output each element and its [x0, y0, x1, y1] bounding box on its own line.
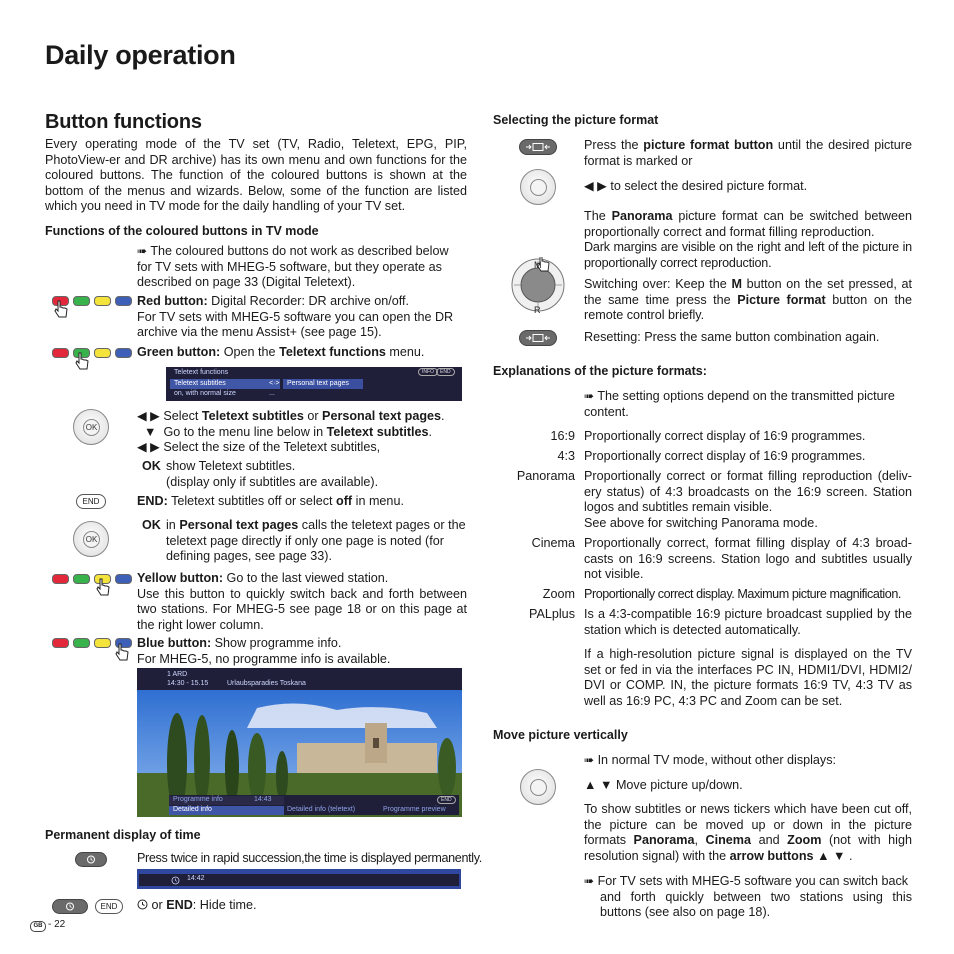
- time-value: 14:42: [187, 875, 205, 882]
- resetting-text: Resetting: Press the same button combination again.: [584, 330, 880, 344]
- channel-name: 1 ARD: [167, 671, 188, 678]
- panorama-text: The Panorama picture format can be switched between proportionally correct and format filling reproduction. Dark margins are visible on the right and left of the picture in proportionally correct reproduction.: [584, 209, 912, 270]
- note-arrow-icon: ➠: [137, 244, 148, 258]
- ok-label: OK: [142, 459, 161, 473]
- format-desc-cinema: Proportionally correct, format filling display of 4:3 broad-casts on 16:9 screens. Station logo and subtitles usually not visible.: [584, 536, 912, 581]
- note-arrow-icon: ➠: [584, 753, 595, 767]
- ok-label-2: OK: [142, 518, 161, 532]
- format-desc-zoom: Proportionally correct display. Maximum picture magnification.: [584, 587, 901, 601]
- left-right-arrows-icon: ◀ ▶: [137, 440, 160, 454]
- detailed-info-item[interactable]: Detailed info: [173, 806, 212, 813]
- clock-button[interactable]: [52, 899, 88, 914]
- hand-pointer-icon: [54, 300, 68, 318]
- page-title: Daily operation: [45, 40, 236, 70]
- ok-wheel-icon[interactable]: OK: [73, 409, 109, 445]
- format-name-16-9: 16:9: [550, 429, 575, 443]
- time-display-bar: [137, 869, 461, 889]
- r-button-label: R: [534, 305, 541, 315]
- ok-show-subtitles: show Teletext subtitles. (display only if subtitles are available).: [166, 459, 379, 489]
- move-note: ➠ In normal TV mode, without other displays:: [584, 753, 837, 767]
- hand-pointer-icon: [75, 352, 89, 370]
- colour-buttons-blue-highlight: [52, 638, 132, 652]
- picture-format-button[interactable]: [519, 139, 557, 155]
- section-title: Button functions: [45, 111, 202, 133]
- clock-button[interactable]: [75, 852, 107, 867]
- yellow-button-text: Yellow button: Go to the last viewed station. Use this button to quickly switch back and forth between two stations. For MHEG-5 see page 18 or on this page at the right lower column.: [137, 571, 467, 632]
- hide-time-text: or END: Hide time.: [137, 898, 257, 914]
- switching-over-text: Switching over: Keep the M button on the set pressed, at the same time press the Picture format button on the remote control briefly.: [584, 277, 912, 322]
- colour-buttons-green-highlight: [52, 348, 132, 362]
- page-number: - 22: [48, 919, 66, 930]
- programme-preview-item[interactable]: Programme preview: [383, 806, 446, 813]
- up-down-arrows-icon: ▲ ▼: [584, 778, 613, 792]
- ok-wheel-icon[interactable]: OK: [73, 521, 109, 557]
- set-control-wheel[interactable]: [510, 257, 566, 317]
- end-badge: END: [436, 368, 455, 376]
- end-button[interactable]: END: [95, 899, 123, 914]
- note-arrow-icon: ➠: [584, 874, 595, 888]
- ok-wheel-icon[interactable]: [520, 769, 556, 805]
- menu-item-teletext-subtitles[interactable]: Teletext subtitles: [174, 380, 226, 387]
- format-desc-16-9: Proportionally correct display of 16:9 programmes.: [584, 429, 866, 443]
- ok-wheel-icon[interactable]: [520, 169, 556, 205]
- mheg-switch-note: ➠ For TV sets with MHEG-5 software you can switch back and forth quickly between two stations using this buttons (see also on page 18).: [584, 874, 912, 919]
- left-right-arrows-icon: ◀ ▶: [584, 179, 607, 193]
- colour-buttons-yellow-highlight: [52, 574, 132, 588]
- format-name-palplus: PALplus: [529, 607, 575, 621]
- format-desc-palplus: Is a 4:3-compatible 16:9 picture broadcast supplied by the station which is detected automatically.: [584, 607, 912, 637]
- left-right-arrows-icon: ◀ ▶: [137, 409, 160, 423]
- move-picture-heading: Move picture vertically: [493, 728, 628, 742]
- high-resolution-text: If a high-resolution picture signal is displayed on the TV set or fed in via the interfaces PC IN, HDMI1/DVI, HDMI2/ DVI or COMP. IN, the picture formats 16:9 TV, 4:3 TV as well as 16:9 PC, 4:3 PC and Zoom can be set.: [584, 647, 912, 708]
- formats-heading: Explanations of the picture formats:: [493, 364, 707, 378]
- country-badge: GB: [30, 921, 46, 932]
- clock-icon: [76, 853, 106, 866]
- format-desc-4-3: Proportionally correct display of 16:9 programmes.: [584, 449, 866, 463]
- clock-icon: [171, 876, 180, 885]
- menu-item-value: <·>: [269, 380, 280, 387]
- format-name-4-3: 4:3: [557, 449, 575, 463]
- down-arrow-icon: ▼: [137, 424, 157, 439]
- picture-format-button[interactable]: [519, 330, 557, 346]
- picture-format-icon: [520, 140, 556, 154]
- navigation-steps: ◀ ▶ Select Teletext subtitles or Personal text pages. ▼ Go to the menu line below in Teletext subtitles. ◀ ▶ Select the size of the Teletext subtitles,: [137, 409, 445, 454]
- green-button-text: Green button: Open the Teletext functions menu.: [137, 345, 425, 359]
- formats-note: ➠ The setting options depend on the transmitted picture content.: [584, 389, 895, 419]
- time-instructions: Press twice in rapid succession,the time is displayed permanently.: [137, 851, 482, 865]
- mheg-note: ➠ The coloured buttons do not work as described below for TV sets with MHEG-5 software, but they operate as described on page 33 (Digital Teletext).: [137, 244, 449, 289]
- programme-time-range: 14:30 - 15.15: [167, 680, 209, 687]
- menu-title: Teletext functions: [174, 369, 229, 376]
- picture-format-step2: ◀ ▶ to select the desired picture format.: [584, 179, 808, 193]
- format-name-panorama: Panorama: [516, 469, 575, 483]
- coloured-buttons-heading: Functions of the coloured buttons in TV mode: [45, 224, 319, 238]
- menu-item-size[interactable]: on, with normal size: [174, 390, 236, 397]
- up-down-arrows-icon: ▲ ▼: [817, 848, 846, 863]
- colour-buttons-red-highlight: [52, 296, 132, 310]
- intro-paragraph: Every operating mode of the TV set (TV, Radio, Teletext, EPG, PIP, PhotoView-er and DR archive) has its own menu and own functions for the coloured buttons. The function of the coloured buttons is shown at the bottom of the menus and wizards. Below, some of the function are listed which you need in TV mode for the daily handling of your TV set.: [45, 137, 467, 213]
- programme-info-screen: [137, 668, 462, 817]
- m-button-label: M: [534, 260, 542, 270]
- teletext-functions-menu: [166, 367, 462, 401]
- time-heading: Permanent display of time: [45, 828, 201, 842]
- end-text: END: Teletext subtitles off or select off in menu.: [137, 494, 404, 508]
- end-button[interactable]: END: [76, 494, 106, 509]
- red-button-text: Red button: Digital Recorder: DR archive on/off. For TV sets with MHEG-5 software you can open the DR archive via the menu Assist+ (see page 15).: [137, 294, 454, 339]
- programme-info-label: Programme info: [173, 796, 223, 803]
- menu-item-personal-text-pages[interactable]: Personal text pages: [287, 380, 349, 387]
- picture-format-heading: Selecting the picture format: [493, 113, 659, 127]
- hand-pointer-icon: [115, 643, 129, 661]
- programme-title: Urlaubsparadies Toskana: [227, 680, 306, 687]
- picture-format-step1: Press the picture format button until the desired picture format is marked or: [584, 138, 912, 168]
- move-up-down: ▲ ▼ Move picture up/down.: [584, 778, 743, 792]
- hand-pointer-icon: [96, 578, 110, 596]
- detailed-info-teletext-item[interactable]: Detailed info (teletext): [287, 806, 356, 813]
- ok-personal-pages-text: in Personal text pages calls the teletext pages or the teletext page directly if only one page is noted (for defining pages, see page 33).: [166, 518, 466, 563]
- info-badge: INFO: [418, 368, 438, 376]
- picture-format-icon: [520, 331, 556, 345]
- note-arrow-icon: ➠: [584, 389, 595, 403]
- end-badge: END: [437, 796, 456, 804]
- programme-info-time: 14:43: [254, 796, 272, 803]
- clock-icon: [53, 900, 87, 913]
- format-name-zoom: Zoom: [542, 587, 575, 601]
- blue-button-text: Blue button: Show programme info. For MHEG-5, no programme info is available.: [137, 636, 391, 666]
- clock-icon: [137, 899, 148, 910]
- menu-item-size-value: ...: [269, 390, 275, 397]
- move-picture-text: To show subtitles or news tickers which have been cut off, the picture can be moved up or down in the picture formats Panorama, Cinema and Zoom (not with high resolution signal) with the arrow buttons ▲ ▼ .: [584, 802, 912, 863]
- format-name-cinema: Cinema: [531, 536, 575, 550]
- format-desc-panorama: Proportionally correct or format filling reproduction (deliv-ery status) of 4:3 broadcasts on the 16:9 screen. Station logos and subtitles remain visible. See above for switching Panorama mode.: [584, 469, 912, 530]
